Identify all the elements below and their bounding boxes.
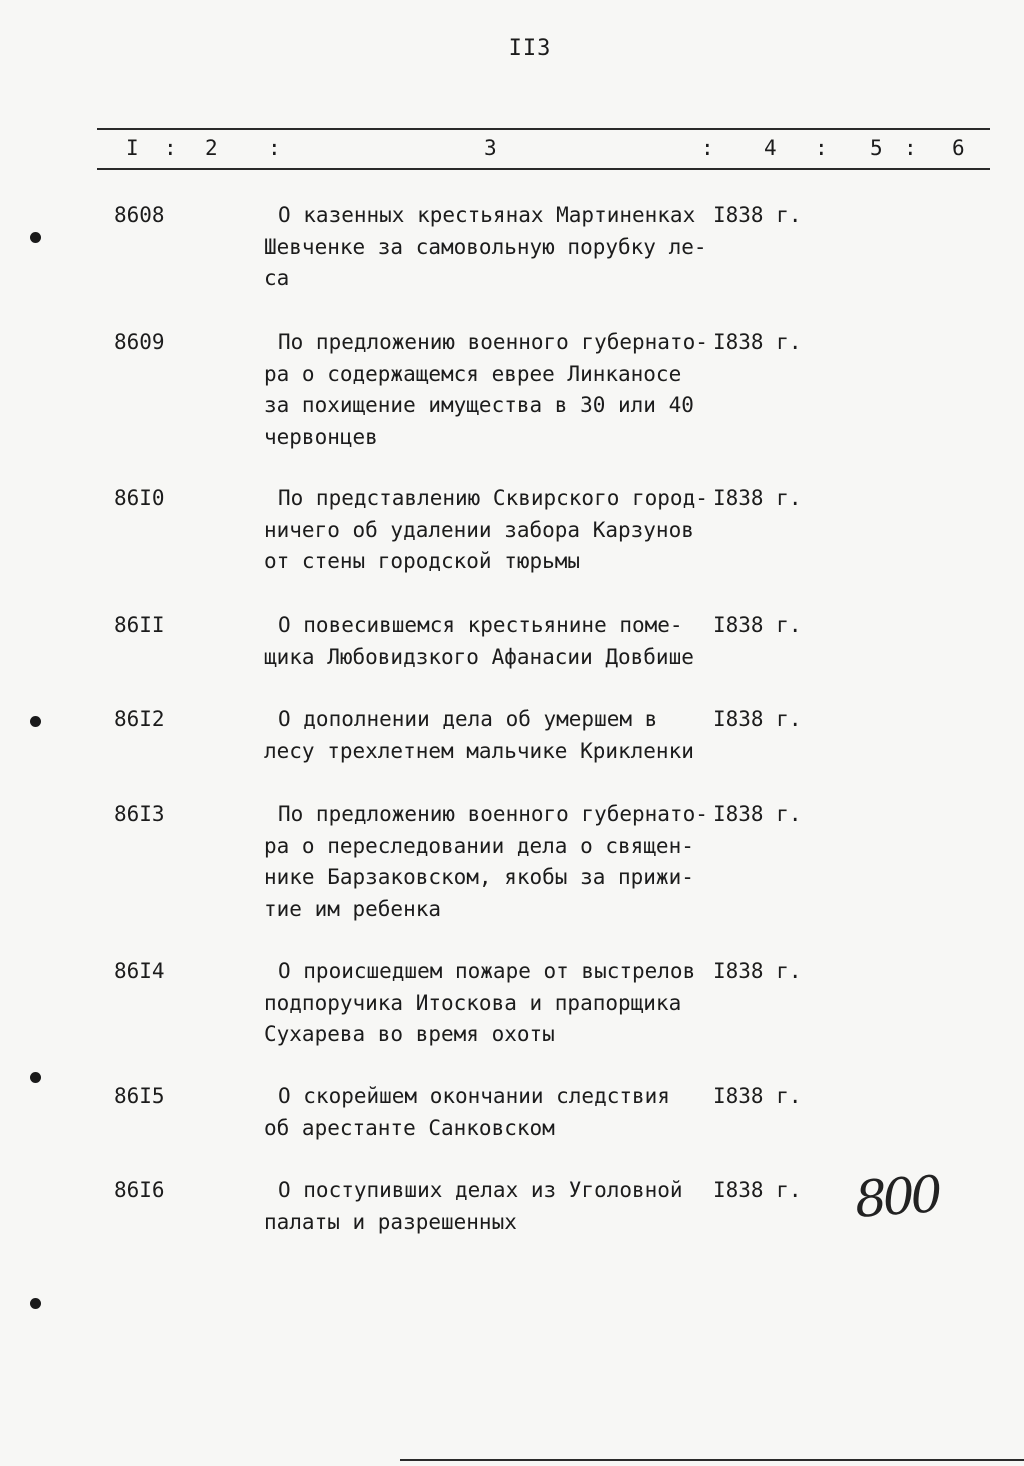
- description-line: от стены городской тюрьмы: [264, 549, 581, 573]
- case-year: I838 г.: [713, 330, 802, 354]
- description-line: О дополнении дела об умершем в: [278, 707, 658, 731]
- column-header-1: I: [126, 136, 139, 160]
- case-number: 86I3: [114, 802, 165, 826]
- column-header-3: 3: [484, 136, 497, 160]
- case-year: I838 г.: [713, 486, 802, 510]
- description-line: О поступивших делах из Уголовной: [278, 1178, 683, 1202]
- case-year: I838 г.: [713, 959, 802, 983]
- case-description: [264, 1175, 714, 1238]
- table-header-rule: [97, 168, 990, 170]
- case-number: 86I4: [114, 959, 165, 983]
- case-description: [264, 704, 714, 767]
- table-top-rule: [97, 128, 990, 130]
- column-separator: :: [164, 136, 177, 160]
- description-line: О казенных крестьянах Мартиненках: [278, 203, 696, 227]
- column-separator: :: [701, 136, 714, 160]
- description-line: лесу трехлетнем мальчике Крикленки: [264, 738, 694, 763]
- column-header-5: 5: [870, 136, 883, 160]
- page-bottom-rule: [400, 1459, 1024, 1461]
- description-line: ра о переследовании дела о священ-: [264, 833, 694, 858]
- case-number: 8608: [114, 203, 165, 227]
- description-line: за похищение имущества в 30 или 40: [264, 393, 694, 417]
- page-number: II3: [508, 36, 552, 61]
- case-description: [264, 1081, 714, 1144]
- case-year: I838 г.: [713, 203, 802, 227]
- case-year: I838 г.: [713, 802, 802, 826]
- case-year: I838 г.: [713, 1178, 802, 1202]
- description-line: ничего об удалении забора Карзунов: [264, 517, 694, 542]
- description-line: нике Барзаковском, якобы за прижи-: [264, 865, 694, 889]
- column-header-2: 2: [205, 136, 218, 160]
- description-line: О происшедшем пожаре от выстрелов: [278, 959, 696, 983]
- description-line: По предложению военного губернато-: [278, 330, 708, 354]
- case-number: 86I6: [114, 1178, 165, 1202]
- case-description: [264, 799, 714, 925]
- case-description: [264, 200, 714, 295]
- case-number: 8609: [114, 330, 165, 354]
- description-line: ра о содержащемся еврее Линканосе: [264, 361, 682, 386]
- case-description: [264, 483, 714, 578]
- description-line: По предложению военного губернато-: [278, 802, 708, 826]
- description-line: Шевченке за самовольную порубку ле-: [264, 234, 707, 259]
- description-line: са: [264, 266, 290, 290]
- case-year: I838 г.: [713, 707, 802, 731]
- description-line: О скорейшем окончании следствия: [278, 1084, 670, 1108]
- punch-hole-mark: [30, 1072, 41, 1083]
- column-header-4: 4: [764, 136, 777, 160]
- description-line: об арестанте Санковском: [264, 1115, 555, 1140]
- handwritten-note: 800: [853, 1165, 941, 1229]
- case-description: [264, 327, 714, 453]
- case-description: [264, 610, 714, 673]
- case-description: [264, 956, 714, 1051]
- column-separator: :: [268, 136, 281, 160]
- description-line: палаты и разрешенных: [264, 1209, 517, 1234]
- description-line: подпоручика Итоскова и прапорщика: [264, 990, 682, 1015]
- case-number: 86I5: [114, 1084, 165, 1108]
- column-header-6: 6: [952, 136, 965, 160]
- column-separator: :: [904, 136, 917, 160]
- case-number: 86II: [114, 613, 165, 637]
- punch-hole-mark: [30, 716, 41, 727]
- column-separator: :: [815, 136, 828, 160]
- case-year: I838 г.: [713, 1084, 802, 1108]
- description-line: По представлению Сквирского город-: [278, 486, 708, 510]
- description-line: О повесившемся крестьянине поме-: [278, 613, 683, 637]
- case-year: I838 г.: [713, 613, 802, 637]
- description-line: червонцев: [264, 424, 378, 449]
- case-number: 86I2: [114, 707, 165, 731]
- description-line: Сухарева во время охоты: [264, 1022, 555, 1046]
- description-line: щика Любовидзкого Афанасии Довбише: [264, 644, 694, 669]
- punch-hole-mark: [30, 1298, 41, 1309]
- description-line: тие им ребенка: [264, 896, 442, 921]
- case-number: 86I0: [114, 486, 165, 510]
- punch-hole-mark: [30, 232, 41, 243]
